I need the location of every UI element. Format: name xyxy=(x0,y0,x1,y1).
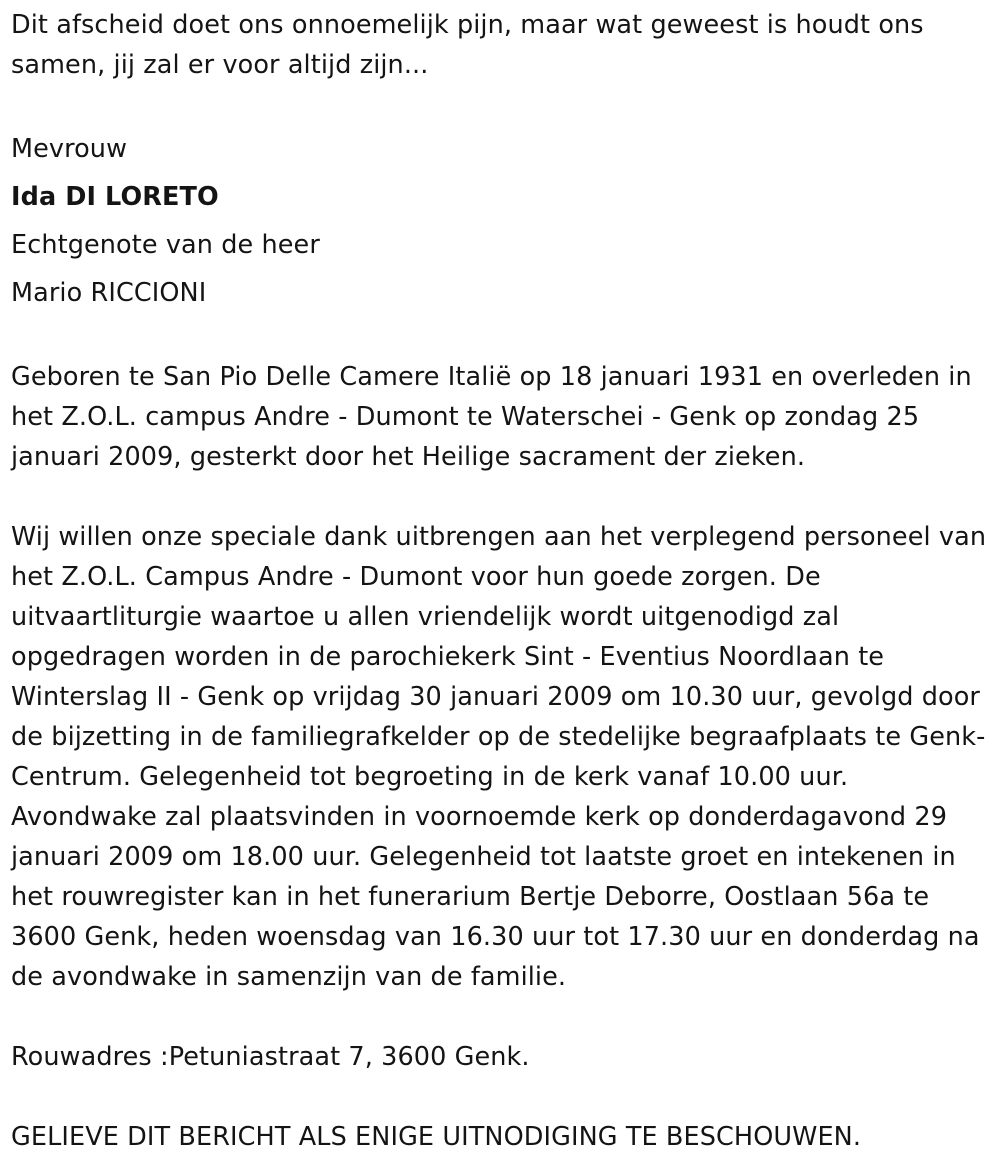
funeral-paragraph: Wij willen onze speciale dank uitbrengen aan het verplegend personeel van het Z.O.L. Campus Andre - Dumont voor hun goede zorgen. De uitvaartliturgie waartoe u allen vriendelijk wordt uitgenodigd zal opgedragen worden in de parochiekerk Sint - Eventius Noordlaan te Winterslag II - Genk op vrijdag 30 januari 2009 om 10.30 uur, gevolgd door de bijzetting in de familiegrafkelder op de stedelijke begraafplaats te Genk-Centrum. Gelegenheid tot begroeting in de kerk vanaf 10.00 uur. Avondwake zal plaatsvinden in voornoemde kerk op donderdagavond 29 januari 2009 om 18.00 uur. Gelegenheid tot laatste groet en intekenen in het rouwregister kan in het funerarium Bertje Deborre, Oostlaan 56a te 3600 Genk, heden woensdag van 16.30 uur tot 17.30 uur en donderdag na de avondwake in samenzijn van de familie. xyxy=(11,522,987,992)
spacer xyxy=(11,997,996,1037)
obituary-notice xyxy=(11,5,996,1157)
spouse-name: Mario RICCIONI xyxy=(11,278,207,308)
spacer xyxy=(11,477,996,517)
closing-notice: GELIEVE DIT BERICHT ALS ENIGE UITNODIGING TE BESCHOUWEN. xyxy=(11,1122,862,1152)
relation-text: Echtgenote van de heer xyxy=(11,230,320,260)
deceased-name: Ida DI LORETO xyxy=(11,182,219,212)
opening-quote: Dit afscheid doet ons onnoemelijk pijn, maar wat geweest is houdt ons samen, jij zal er voor altijd zijn... xyxy=(11,10,924,80)
deceased-title: Mevrouw xyxy=(11,134,128,164)
birth-death-paragraph: Geboren te San Pio Delle Camere Italië op 18 januari 1931 en overleden in het Z.O.L. campus Andre - Dumont te Waterschei - Genk op zondag 25 januari 2009, gesterkt door het Heilige sacrament der zieken. xyxy=(11,362,972,472)
spacer xyxy=(11,317,996,357)
spacer xyxy=(11,85,996,125)
spacer xyxy=(11,1077,996,1117)
mourning-address: Rouwadres :Petuniastraat 7, 3600 Genk. xyxy=(11,1042,530,1072)
